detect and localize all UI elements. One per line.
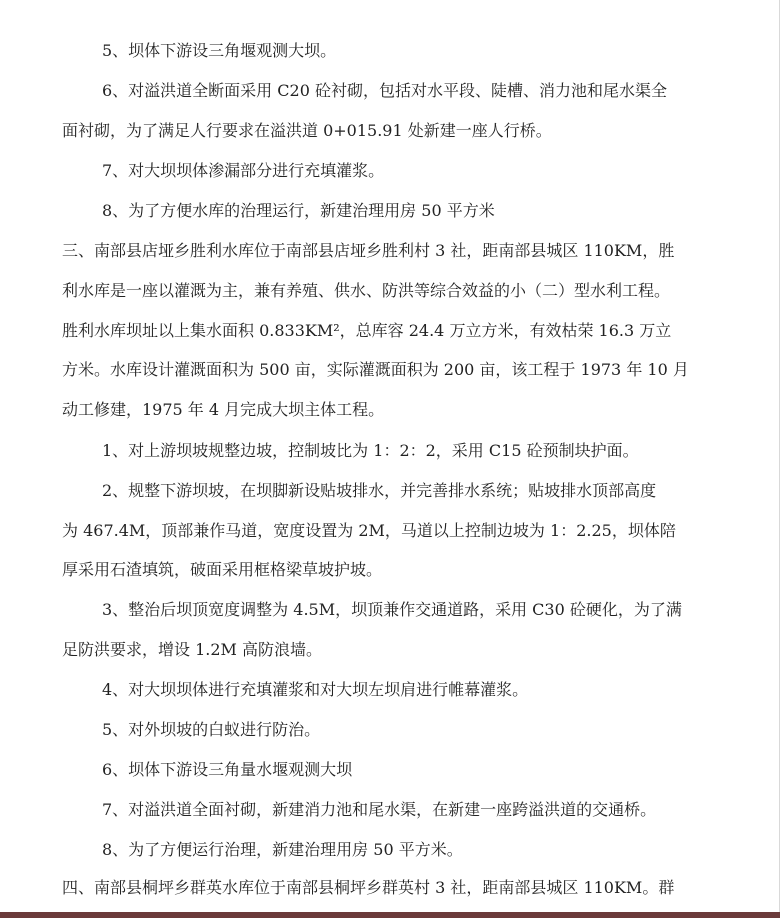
page-bottom-border bbox=[0, 912, 780, 918]
text-line: 厚采用石渣填筑，破面采用框格梁草坡护坡。 bbox=[62, 560, 383, 579]
text-line: 为 467.4M，顶部兼作马道，宽度设置为 2M，马道以上控制边坡为 1：2.25，坝体陪 bbox=[62, 521, 676, 540]
text-line: 7、对大坝坝体渗漏部分进行充填灌浆。 bbox=[102, 161, 385, 180]
text-line: 胜利水库坝址以上集水面积 0.833KM²，总库容 24.4 万立方米，有效枯荣 16.3 万立 bbox=[62, 321, 672, 340]
text-line: 2、规整下游坝坡，在坝脚新设贴坡排水，并完善排水系统；贴坡排水顶部高度 bbox=[102, 481, 657, 500]
text-line: 面衬砌，为了满足人行要求在溢洪道 0+015.91 处新建一座人行桥。 bbox=[62, 121, 552, 140]
text-line: 1、对上游坝坡规整边坡，控制坡比为 1：2：2，采用 C15 砼预制块护面。 bbox=[102, 441, 639, 460]
text-line: 5、对外坝坡的白蚁进行防治。 bbox=[102, 720, 321, 739]
text-line: 利水库是一座以灌溉为主，兼有养殖、供水、防洪等综合效益的小（二）型水利工程。 bbox=[62, 281, 671, 300]
text-line: 8、为了方便水库的治理运行，新建治理用房 50 平方米 bbox=[102, 201, 495, 220]
text-line: 8、为了方便运行治理，新建治理用房 50 平方米。 bbox=[102, 840, 463, 859]
text-line: 4、对大坝坝体进行充填灌浆和对大坝左坝肩进行帷幕灌浆。 bbox=[102, 680, 529, 699]
text-line: 方米。水库设计灌溉面积为 500 亩，实际灌溉面积为 200 亩，该工程于 1973 年 10 月 bbox=[62, 360, 689, 379]
text-line: 7、对溢洪道全面衬砌，新建消力池和尾水渠，在新建一座跨溢洪道的交通桥。 bbox=[102, 800, 657, 819]
text-line: 6、坝体下游设三角量水堰观测大坝 bbox=[102, 760, 353, 779]
text-line: 5、坝体下游设三角堰观测大坝。 bbox=[102, 41, 337, 60]
text-line: 足防洪要求，增设 1.2M 高防浪墙。 bbox=[62, 640, 323, 659]
text-line: 动工修建，1975 年 4 月完成大坝主体工程。 bbox=[62, 400, 385, 419]
text-line: 三、南部县店垭乡胜利水库位于南部县店垭乡胜利村 3 社，距南部县城区 110KM，胜 bbox=[62, 241, 675, 260]
text-line: 6、对溢洪道全断面采用 C20 砼衬砌，包括对水平段、陡槽、消力池和尾水渠全 bbox=[102, 81, 667, 100]
text-line: 3、整治后坝顶宽度调整为 4.5M，坝顶兼作交通道路，采用 C30 砼硬化，为了满 bbox=[102, 600, 682, 619]
text-line: 四、南部县桐坪乡群英水库位于南部县桐坪乡群英村 3 社，距南部县城区 110KM。群 bbox=[62, 878, 675, 897]
